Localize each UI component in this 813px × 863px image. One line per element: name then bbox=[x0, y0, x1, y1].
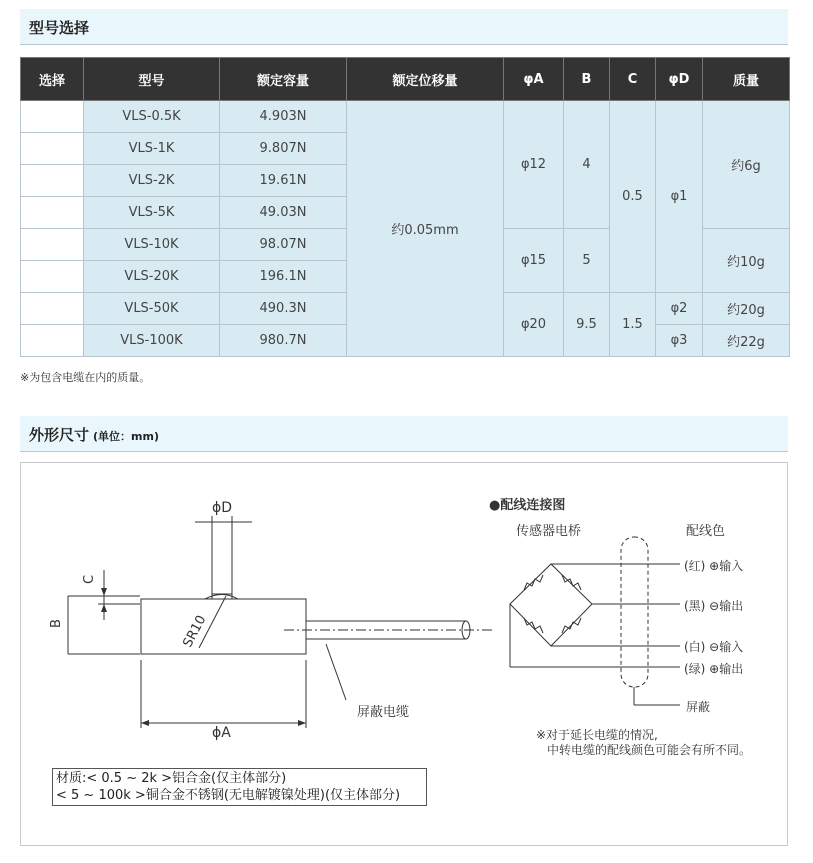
material-line1: 材质:< 0.5 ~ 2k >铝合金(仅主体部分) bbox=[56, 771, 287, 786]
phiD-label: ϕD bbox=[212, 500, 233, 516]
model-selection-title: 型号选择 bbox=[29, 19, 90, 37]
wiring-note-line2: 中转电缆的配线颜色可能会有所不同。 bbox=[547, 743, 752, 757]
model-cell: VLS-5K bbox=[84, 197, 220, 229]
model-cell: VLS-50K bbox=[84, 293, 220, 325]
capacity-cell: 9.807N bbox=[220, 133, 347, 165]
col-header: 额定容量 bbox=[220, 58, 347, 101]
col-header: 型号 bbox=[84, 58, 220, 101]
displacement-cell: 约0.05mm bbox=[347, 101, 504, 357]
c-cell: 0.5 bbox=[610, 101, 656, 293]
capacity-cell: 49.03N bbox=[220, 197, 347, 229]
phiD-cell: φ3 bbox=[656, 325, 703, 357]
phiA-label: ϕA bbox=[212, 725, 231, 741]
capacity-cell: 4.903N bbox=[220, 101, 347, 133]
wire-green-label: (绿) ⊕输出 bbox=[684, 662, 744, 676]
mass-cell: 约10g bbox=[703, 229, 790, 293]
c-cell: 1.5 bbox=[610, 293, 656, 357]
b-label: B bbox=[48, 619, 64, 628]
dimensions-unit: (单位：mm) bbox=[93, 430, 159, 443]
wiring-title: ●配线连接图 bbox=[489, 498, 566, 513]
mass-cell: 约20g bbox=[703, 293, 790, 325]
phiD-cell: φ2 bbox=[656, 293, 703, 325]
col-header: φA bbox=[504, 58, 564, 101]
material-box bbox=[52, 768, 427, 806]
b-cell: 4 bbox=[564, 101, 610, 229]
wiring-note-line1: ※对于延长电缆的情况, bbox=[536, 728, 658, 742]
col-header: 质量 bbox=[703, 58, 790, 101]
capacity-cell: 98.07N bbox=[220, 229, 347, 261]
capacity-cell: 196.1N bbox=[220, 261, 347, 293]
wire-color-header: 配线色 bbox=[686, 524, 726, 539]
wire-white-label: (白) ⊖输入 bbox=[684, 640, 744, 654]
mass-cell: 约22g bbox=[703, 325, 790, 357]
wire-red-label: (红) ⊕输入 bbox=[684, 559, 744, 573]
capacity-cell: 19.61N bbox=[220, 165, 347, 197]
b-cell: 5 bbox=[564, 229, 610, 293]
model-cell: VLS-20K bbox=[84, 261, 220, 293]
material-line2: < 5 ~ 100k >铜合金不锈钢(无电解镀镍处理)(仅主体部分) bbox=[56, 788, 401, 803]
phiA-cell: φ20 bbox=[504, 293, 564, 357]
wire-black-label: (黑) ⊖输出 bbox=[684, 599, 744, 613]
sr-label: SR10 bbox=[180, 613, 210, 650]
mass-cell: 约6g bbox=[703, 101, 790, 229]
shield-label: 屏蔽 bbox=[686, 700, 711, 714]
dimensions-title-text: 外形尺寸 bbox=[29, 426, 90, 444]
phiA-cell: φ12 bbox=[504, 101, 564, 229]
cable-label: 屏蔽电缆 bbox=[357, 705, 410, 720]
col-header: φD bbox=[656, 58, 703, 101]
model-cell: VLS-1K bbox=[84, 133, 220, 165]
col-header: B bbox=[564, 58, 610, 101]
c-label: C bbox=[82, 574, 98, 585]
capacity-cell: 980.7N bbox=[220, 325, 347, 357]
model-cell: VLS-2K bbox=[84, 165, 220, 197]
model-cell: VLS-100K bbox=[84, 325, 220, 357]
phiD-cell: φ1 bbox=[656, 101, 703, 293]
model-cell: VLS-10K bbox=[84, 229, 220, 261]
capacity-cell: 490.3N bbox=[220, 293, 347, 325]
table-note: ※为包含电缆在内的质量。 bbox=[20, 371, 151, 384]
bridge-label: 传感器电桥 bbox=[516, 524, 582, 539]
col-header: C bbox=[610, 58, 656, 101]
col-header: 额定位移量 bbox=[347, 58, 504, 101]
model-cell: VLS-0.5K bbox=[84, 101, 220, 133]
phiA-cell: φ15 bbox=[504, 229, 564, 293]
b-cell: 9.5 bbox=[564, 293, 610, 357]
col-header: 选择 bbox=[21, 58, 84, 101]
